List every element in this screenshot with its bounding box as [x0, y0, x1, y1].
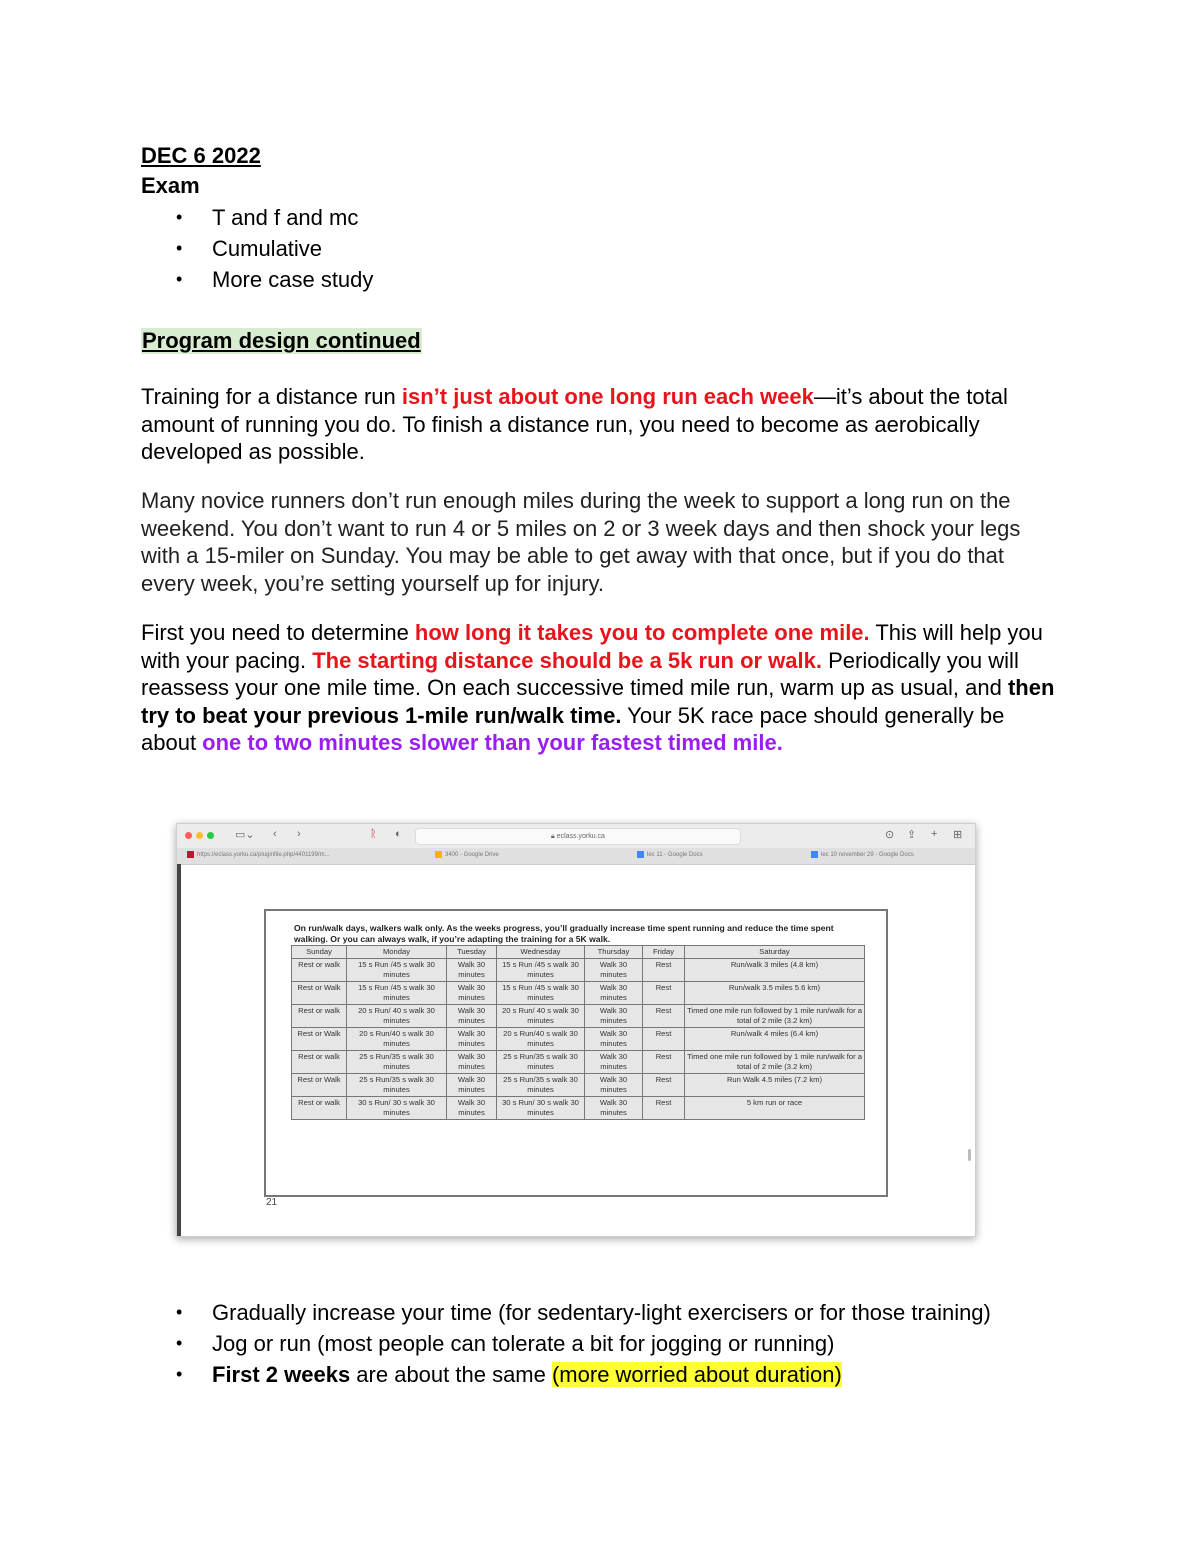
- bullet-icon: •: [176, 238, 183, 258]
- docs-icon: [811, 851, 818, 858]
- download-icon: ⊙: [885, 829, 895, 841]
- tab-eclass: https://eclass.yorku.ca/pluginfile.php/4401199/m...: [187, 851, 330, 858]
- share-icon: ⇪: [907, 829, 917, 841]
- drive-icon: [435, 851, 442, 858]
- table-cell: Run/walk 3.5 miles 5.6 km): [685, 982, 865, 1005]
- table-cell: 15 s Run /45 s walk 30 minutes: [347, 982, 447, 1005]
- column-header: Saturday: [685, 946, 865, 959]
- column-header: Friday: [643, 946, 685, 959]
- table-cell: 30 s Run/ 30 s walk 30 minutes: [347, 1097, 447, 1120]
- table-cell: Rest or Walk: [292, 1074, 347, 1097]
- table-cell: Timed one mile run followed by 1 mile run/walk for a total of 2 mile (3.2 km): [685, 1051, 865, 1074]
- column-header: Tuesday: [447, 946, 497, 959]
- table-cell: Rest: [643, 1074, 685, 1097]
- training-table: [291, 945, 865, 1120]
- paragraph-training: Training for a distance run isn’t just about one long run each week—it’s about the total amount of running you do. To finish a distance run, you need to become as aerobically developed as possible.: [141, 384, 1008, 464]
- column-header: Thursday: [585, 946, 643, 959]
- table-cell: Rest or Walk: [292, 982, 347, 1005]
- training-plan-figure: [264, 909, 888, 1197]
- forward-icon: ›: [297, 828, 301, 840]
- minimize-dot-icon: [196, 832, 203, 839]
- table-cell: Rest: [643, 1005, 685, 1028]
- table-cell: Rest or Walk: [292, 1028, 347, 1051]
- table-row: [292, 1028, 865, 1051]
- lock-icon: 🔒︎: [551, 833, 557, 840]
- table-cell: Walk 30 minutes: [447, 1074, 497, 1097]
- table-row: [292, 1074, 865, 1097]
- list-item: • More case study: [0, 264, 373, 295]
- list-item: • Cumulative: [0, 233, 373, 264]
- section-heading: Program design continued: [142, 328, 421, 353]
- table-cell: Rest or walk: [292, 1005, 347, 1028]
- paragraph-novice-runners: Many novice runners don’t run enough miles during the week to support a long run on the weekend. You don’t want to run 4 or 5 miles on 2 or 3 week days and then shock your legs with a 15-miler on Sunday. You may be able to get away with that once, but if you do that every week, you’re setting yourself up for injury.: [141, 488, 1021, 596]
- table-cell: 15 s Run /45 s walk 30 minutes: [497, 982, 585, 1005]
- tab-lec10: lec 10 november 29 - Google Docs: [811, 851, 914, 858]
- table-cell: 5 km run or race: [685, 1097, 865, 1120]
- eclass-icon: [187, 851, 194, 858]
- table-cell: Walk 30 minutes: [447, 959, 497, 982]
- column-header: Wednesday: [497, 946, 585, 959]
- exam-bullet-list: [0, 202, 373, 295]
- sidebar-icon: ▭⌄: [235, 829, 255, 841]
- table-cell: Rest: [643, 1028, 685, 1051]
- table-cell: Rest or walk: [292, 1097, 347, 1120]
- table-cell: 30 s Run/ 30 s walk 30 minutes: [497, 1097, 585, 1120]
- tab-overview-icon: ⊞: [953, 829, 963, 841]
- exam-heading: Exam: [141, 173, 200, 198]
- table-cell: Rest: [643, 959, 685, 982]
- table-row: [292, 1097, 865, 1120]
- table-cell: 25 s Run/35 s walk 30 minutes: [347, 1074, 447, 1097]
- table-cell: Rest or walk: [292, 959, 347, 982]
- table-cell: Rest: [643, 1097, 685, 1120]
- browser-toolbar: [177, 824, 975, 848]
- table-cell: Walk 30 minutes: [447, 1028, 497, 1051]
- table-row: [292, 1051, 865, 1074]
- list-item: • Jog or run (most people can tolerate a bit for jogging or running): [0, 1328, 991, 1359]
- table-row: [292, 959, 865, 982]
- extension-icon: ᚱ: [370, 828, 377, 840]
- table-cell: Rest: [643, 982, 685, 1005]
- embedded-browser-screenshot: [176, 823, 976, 1237]
- table-row: [292, 982, 865, 1005]
- table-cell: Rest: [643, 1051, 685, 1074]
- table-cell: Timed one mile run followed by 1 mile run/walk for a total of 2 mile (3.2 km): [685, 1005, 865, 1028]
- table-cell: Walk 30 minutes: [447, 1005, 497, 1028]
- table-cell: Walk 30 minutes: [585, 1097, 643, 1120]
- table-cell: 25 s Run/35 s walk 30 minutes: [497, 1074, 585, 1097]
- table-cell: Walk 30 minutes: [585, 1051, 643, 1074]
- shield-icon: ◐: [395, 828, 402, 840]
- summary-bullet-list: [0, 1297, 991, 1390]
- table-cell: 20 s Run/40 s walk 30 minutes: [497, 1028, 585, 1051]
- table-cell: Run/walk 3 miles (4.8 km): [685, 959, 865, 982]
- close-dot-icon: [185, 832, 192, 839]
- back-icon: ‹: [273, 828, 277, 840]
- browser-tab-bar: [177, 848, 975, 865]
- new-tab-icon: +: [931, 828, 938, 840]
- bullet-icon: •: [176, 1333, 183, 1353]
- table-cell: Walk 30 minutes: [447, 1051, 497, 1074]
- table-cell: 20 s Run/ 40 s walk 30 minutes: [497, 1005, 585, 1028]
- tab-google-drive: 3400 - Google Drive: [435, 851, 499, 858]
- bullet-icon: •: [176, 1302, 183, 1322]
- bullet-icon: •: [176, 207, 183, 227]
- column-header: Sunday: [292, 946, 347, 959]
- table-cell: Walk 30 minutes: [447, 982, 497, 1005]
- address-bar: 🔒︎ eclass.yorku.ca: [415, 828, 741, 845]
- page-number: 21: [266, 1197, 278, 1208]
- table-cell: Walk 30 minutes: [585, 982, 643, 1005]
- table-row: [292, 1005, 865, 1028]
- column-header: Monday: [347, 946, 447, 959]
- list-item: • First 2 weeks are about the same (more worried about duration): [0, 1359, 991, 1390]
- table-cell: Rest or walk: [292, 1051, 347, 1074]
- tab-lec11: lec 11 - Google Docs: [637, 851, 703, 858]
- table-cell: Walk 30 minutes: [447, 1097, 497, 1120]
- table-cell: 25 s Run/35 s walk 30 minutes: [347, 1051, 447, 1074]
- bullet-icon: •: [176, 269, 183, 289]
- table-cell: 25 s Run/35 s walk 30 minutes: [497, 1051, 585, 1074]
- table-cell: 20 s Run/40 s walk 30 minutes: [347, 1028, 447, 1051]
- table-cell: 15 s Run /45 s walk 30 minutes: [347, 959, 447, 982]
- table-cell: Walk 30 minutes: [585, 1005, 643, 1028]
- table-cell: Walk 30 minutes: [585, 1028, 643, 1051]
- table-cell: Walk 30 minutes: [585, 1074, 643, 1097]
- table-cell: Run Walk 4.5 miles (7.2 km): [685, 1074, 865, 1097]
- table-cell: Walk 30 minutes: [585, 959, 643, 982]
- table-cell: Run/walk 4 miles (6.4 km): [685, 1028, 865, 1051]
- scrollbar[interactable]: [968, 1149, 971, 1161]
- bullet-icon: •: [176, 1364, 183, 1384]
- date-heading: DEC 6 2022: [141, 143, 261, 168]
- list-item: • T and f and mc: [0, 202, 373, 233]
- paragraph-pacing: First you need to determine how long it takes you to complete one mile. This will help you with your pacing. The starting distance should be a 5k run or walk. Periodically you will reassess your one mile time. On each successive timed mile run, warm up as usual, and then try to beat your previous 1-mile run/walk time. Your 5K race pace should generally be about one to two minutes slower than your fastest timed mile.: [141, 620, 1055, 755]
- list-item: • Gradually increase your time (for sedentary-light exercisers or for those training): [0, 1297, 991, 1328]
- maximize-dot-icon: [207, 832, 214, 839]
- page-edge: [177, 864, 181, 1236]
- table-cell: 20 s Run/ 40 s walk 30 minutes: [347, 1005, 447, 1028]
- docs-icon: [637, 851, 644, 858]
- table-cell: 15 s Run /45 s walk 30 minutes: [497, 959, 585, 982]
- table-header-row: [292, 946, 865, 959]
- training-note: On run/walk days, walkers walk only. As the weeks progress, you’ll gradually increase time spent running and reduce the time spent walking. Or you can always walk, if you’re adapting the training for a 5K walk.: [294, 923, 834, 944]
